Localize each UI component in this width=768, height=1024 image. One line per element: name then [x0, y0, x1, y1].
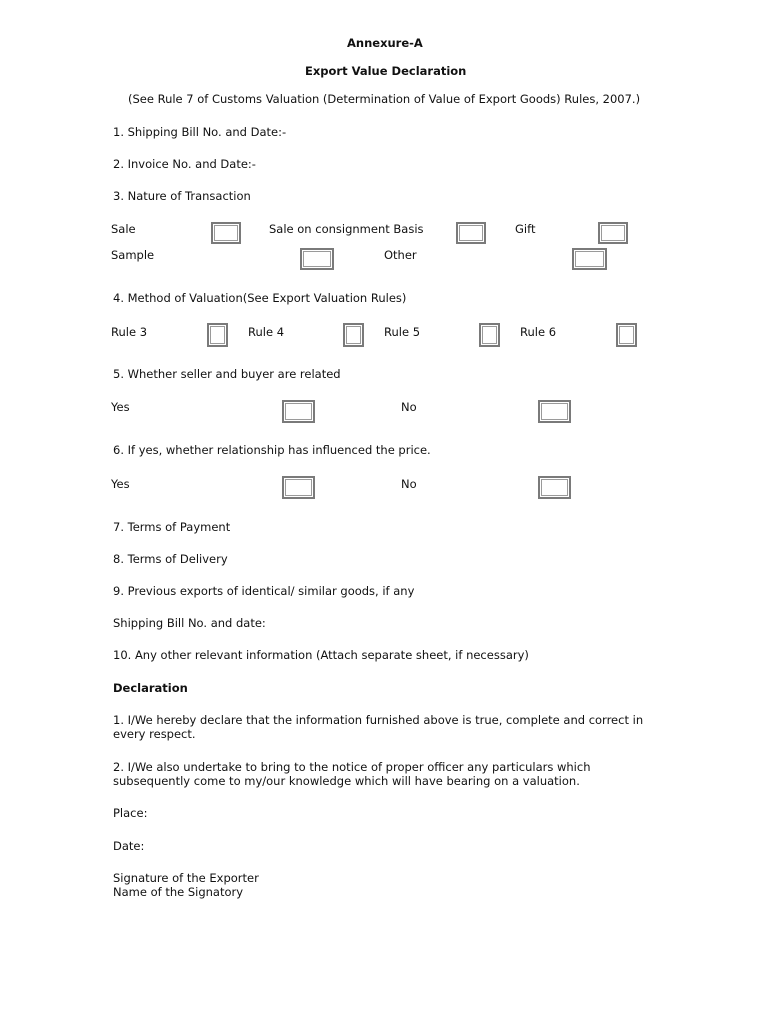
previous-shipping-bill-label: Shipping Bill No. and date:	[113, 616, 266, 630]
other-information-label: 10. Any other relevant information (Attach separate sheet, if necessary)	[113, 648, 529, 662]
consignment-checkbox[interactable]	[456, 222, 486, 244]
date-label: Date:	[113, 839, 145, 853]
annexure-heading: Annexure-A	[347, 36, 423, 50]
declaration-heading: Declaration	[113, 681, 188, 695]
influenced-yes-label: Yes	[111, 477, 130, 491]
declaration-para2-line1: 2. I/We also undertake to bring to the notice of proper officer any particulars which	[113, 760, 591, 774]
sale-checkbox[interactable]	[211, 222, 241, 244]
page-title: Export Value Declaration	[305, 64, 467, 78]
gift-checkbox[interactable]	[598, 222, 628, 244]
related-no-label: No	[401, 400, 417, 414]
related-yes-checkbox[interactable]	[282, 400, 315, 423]
shipping-bill-label: 1. Shipping Bill No. and Date:-	[113, 125, 287, 139]
related-yes-label: Yes	[111, 400, 130, 414]
declaration-para1-line1: 1. I/We hereby declare that the information furnished above is true, complete and correct in	[113, 713, 644, 727]
influenced-no-checkbox[interactable]	[538, 476, 571, 499]
sample-label: Sample	[111, 248, 155, 262]
rule6-checkbox[interactable]	[616, 323, 637, 347]
other-label: Other	[384, 248, 417, 262]
rule3-checkbox[interactable]	[207, 323, 228, 347]
rule4-checkbox[interactable]	[343, 323, 364, 347]
consignment-label: Sale on consignment Basis	[269, 222, 424, 236]
influenced-yes-checkbox[interactable]	[282, 476, 315, 499]
sale-label: Sale	[111, 222, 136, 236]
rule6-label: Rule 6	[520, 325, 557, 339]
terms-of-delivery-label: 8. Terms of Delivery	[113, 552, 228, 566]
invoice-label: 2. Invoice No. and Date:-	[113, 157, 256, 171]
seller-buyer-related-label: 5. Whether seller and buyer are related	[113, 367, 341, 381]
terms-of-payment-label: 7. Terms of Payment	[113, 520, 231, 534]
rule4-label: Rule 4	[248, 325, 285, 339]
declaration-para1-line2: every respect.	[113, 727, 196, 741]
exporter-signature-label: Signature of the Exporter	[113, 871, 259, 885]
sample-checkbox[interactable]	[300, 248, 334, 270]
method-of-valuation-label: 4. Method of Valuation(See Export Valuation Rules)	[113, 291, 407, 305]
rule3-label: Rule 3	[111, 325, 148, 339]
related-no-checkbox[interactable]	[538, 400, 571, 423]
rule5-checkbox[interactable]	[479, 323, 500, 347]
place-label: Place:	[113, 806, 148, 820]
declaration-para2-line2: subsequently come to my/our knowledge which will have bearing on a valuation.	[113, 774, 580, 788]
other-checkbox[interactable]	[572, 248, 607, 270]
relationship-influenced-label: 6. If yes, whether relationship has influenced the price.	[113, 443, 431, 457]
rule-reference: (See Rule 7 of Customs Valuation (Determination of Value of Export Goods) Rules, 2007.)	[128, 92, 641, 106]
signatory-name-label: Name of the Signatory	[113, 885, 244, 899]
nature-of-transaction-label: 3. Nature of Transaction	[113, 189, 251, 203]
influenced-no-label: No	[401, 477, 417, 491]
rule5-label: Rule 5	[384, 325, 421, 339]
gift-label: Gift	[515, 222, 536, 236]
previous-exports-label: 9. Previous exports of identical/ similar goods, if any	[113, 584, 415, 598]
